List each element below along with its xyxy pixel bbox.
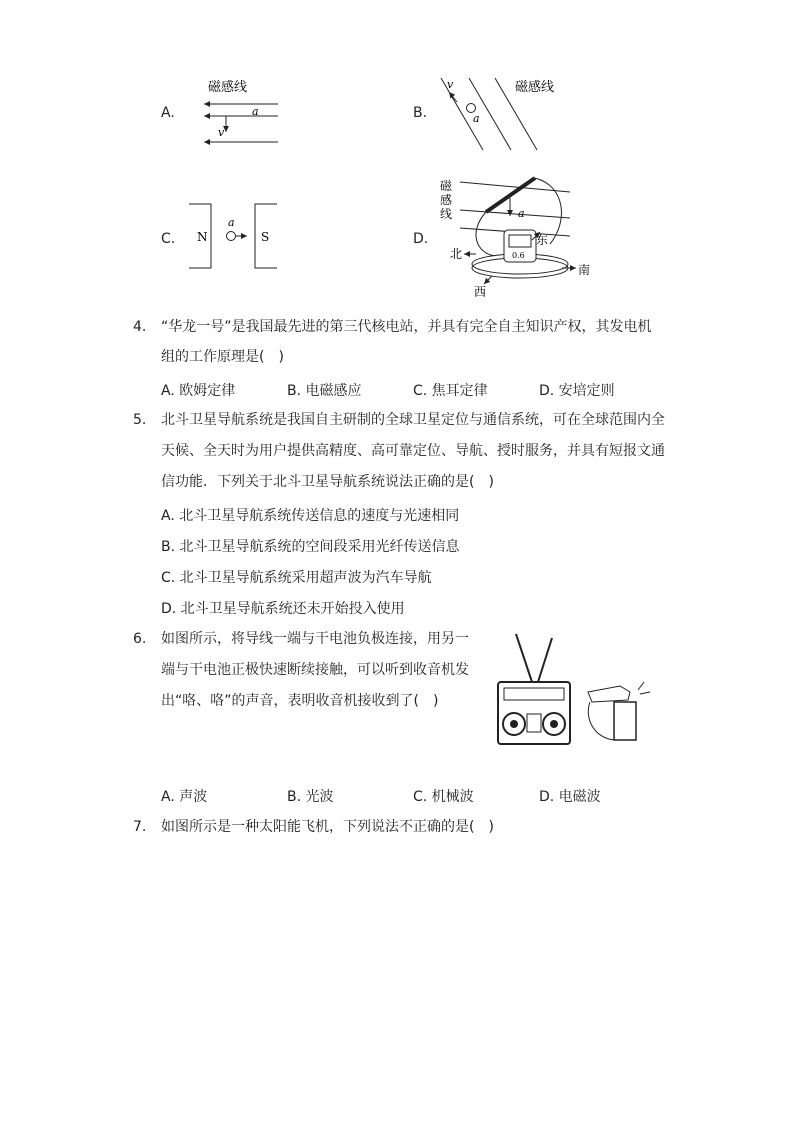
antenna [516,634,532,682]
svg-text:0.6: 0.6 [512,251,525,260]
figure-a-diagram [180,74,300,154]
svg-text:a: a [252,105,259,118]
question-6-line-3: 出“咯、咯”的声音，表明收音机接收到了( ) [161,693,439,709]
q5-option-b[interactable]: B. 北斗卫星导航系统的空间段采用光纤传送信息 [161,539,460,555]
q6-option-d[interactable]: D. 电磁波 [539,789,601,805]
question-6-line-1: 如图所示，将导线一端与干电池负极连接，用另一 [161,631,469,647]
figure-c-diagram [185,200,295,272]
question-4-line-1: “华龙一号”是我国最先进的第三代核电站，并具有完全自主知识产权，其发电机 [161,319,652,335]
question-5-line-3: 信功能．下列关于北斗卫星导航系统说法正确的是( ) [161,474,494,490]
radio-battery-figure [494,630,664,746]
question-5-line-2: 天候、全天时为用户提供高精度、高可靠定位、导航、授时服务，并具有短报文通 [161,443,665,459]
question-number-5: 5. [133,412,147,428]
q6-option-b[interactable]: B. 光波 [287,789,334,805]
svg-text:N: N [197,230,208,244]
svg-text:a: a [473,112,480,125]
q5-option-a[interactable]: A. 北斗卫星导航系统传送信息的速度与光速相同 [161,508,460,524]
question-7-line-1: 如图所示是一种太阳能飞机，下列说法不正确的是( ) [161,819,494,835]
option-letter-d: D. [413,231,429,247]
q4-option-a[interactable]: A. 欧姆定律 [161,383,236,399]
q5-option-c[interactable]: C. 北斗卫星导航系统采用超声波为汽车导航 [161,570,432,586]
q5-option-d[interactable]: D. 北斗卫星导航系统还未开始投入使用 [161,601,405,617]
svg-text:a: a [518,207,525,220]
hand [588,686,630,702]
field-line [460,210,570,218]
svg-text:v: v [218,126,225,139]
question-number-4: 4. [133,319,147,335]
q4-option-d[interactable]: D. 安培定则 [539,383,615,399]
figure-b-diagram [433,72,583,154]
option-letter-b: B. [413,105,428,121]
battery [614,702,636,740]
svg-text:西: 西 [474,285,487,299]
svg-text:感: 感 [440,193,453,207]
svg-text:v: v [447,78,454,91]
svg-text:a: a [228,216,235,229]
svg-text:东: 东 [536,233,549,247]
option-letter-a: A. [161,105,175,121]
antenna [538,638,552,682]
question-4-line-2: 组的工作原理是( ) [161,349,284,365]
option-letter-c: C. [161,231,176,247]
figure-d-diagram [438,172,598,300]
q6-option-c[interactable]: C. 机械波 [413,789,474,805]
wire [588,702,614,740]
q4-option-c[interactable]: C. 焦耳定律 [413,383,488,399]
svg-text:南: 南 [578,263,591,277]
svg-text:磁: 磁 [440,179,453,193]
svg-text:S: S [261,230,270,244]
q4-option-b[interactable]: B. 电磁感应 [287,383,362,399]
question-number-6: 6. [133,631,147,647]
fig-a-field-label: 磁感线 [208,80,248,95]
svg-text:北: 北 [450,247,463,261]
velocity-arrow [449,92,457,102]
question-5-line-1: 北斗卫星导航系统是我国自主研制的全球卫星定位与通信系统，可在全球范围内全 [161,412,665,428]
q6-option-a[interactable]: A. 声波 [161,789,208,805]
question-number-7: 7. [133,819,147,835]
fig-b-field-label: 磁感线 [515,80,555,95]
svg-text:线: 线 [440,207,453,221]
question-6-line-2: 端与干电池正极快速断续接触，可以听到收音机发 [161,662,469,678]
particle [227,232,236,241]
